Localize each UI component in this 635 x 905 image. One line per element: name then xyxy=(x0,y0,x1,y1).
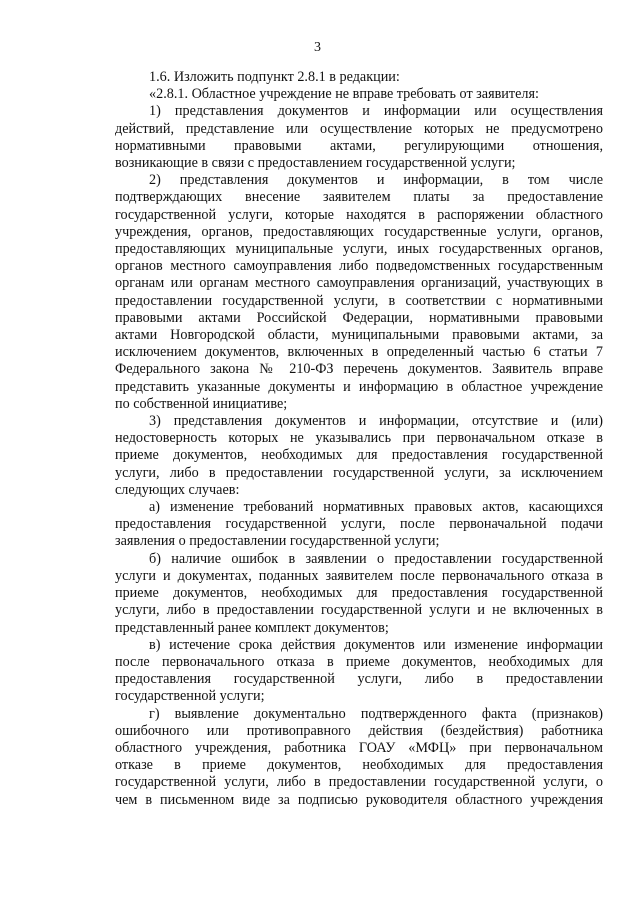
text-line: б) наличие ошибок в заявлении о предоставлении государственной xyxy=(149,550,603,567)
text-line: чем в письменном виде за подписью руководителя областного учреждения xyxy=(115,791,603,808)
text-line: предоставления государственной услуги, либо в предоставлении xyxy=(115,671,603,688)
text-line: ошибочного или противоправного действия (бездействия) работника xyxy=(115,722,603,739)
paragraph-item-1 xyxy=(115,103,603,172)
text-line: Федерального закона № 210-ФЗ перечень документов. Заявитель вправе xyxy=(115,361,603,378)
text-line: после первоначального отказа в приеме документов, необходимых для xyxy=(115,653,603,670)
text-line: предоставлении государственной услуги, в соответствии с нормативными xyxy=(115,292,603,309)
paragraph-item-3b xyxy=(115,551,603,637)
paragraph-1-6 xyxy=(115,69,603,86)
text-line: государственной услуги, либо в предоставлении государственной услуги, о xyxy=(115,774,603,791)
text-line: отказе в приеме документов, необходимых для предоставления xyxy=(115,757,603,774)
text-line: г) выявление документально подтвержденного факта (признаков) xyxy=(149,705,603,722)
text-line: в) истечение срока действия документов или изменение информации xyxy=(149,636,603,653)
paragraph-item-3a xyxy=(115,499,603,551)
paragraph-2-8-1 xyxy=(115,86,603,103)
text-line: 3) представления документов и информации, отсутствие и (или) xyxy=(149,413,603,430)
text-line: приеме документов, необходимых для предоставления государственной xyxy=(115,585,603,602)
text-line: органов местного самоуправления либо подведомственных государственным xyxy=(115,258,603,275)
text-line: услуги и документах, поданных заявителем после первоначального отказа в xyxy=(115,567,603,584)
text-line: услуги, либо в предоставлении государственной услуги и не включенных в xyxy=(115,602,603,619)
text-line: приеме документов, необходимых для предоставления государственной xyxy=(115,447,603,464)
paragraph-item-3g xyxy=(115,706,603,809)
text-line: действий, представление или осуществление которых не предусмотрено xyxy=(115,120,603,137)
text-line: 1.6. Изложить подпункт 2.8.1 в редакции: xyxy=(149,69,400,85)
page-number: 3 xyxy=(314,40,321,55)
text-line: учреждения, органов, предоставляющих государственные услуги, органов, xyxy=(115,223,603,240)
text-line: «2.8.1. Областное учреждение не вправе требовать от заявителя: xyxy=(149,86,539,103)
document-body xyxy=(115,69,603,809)
text-line: 1) представления документов и информации или осуществления xyxy=(149,103,603,120)
text-line: правовыми актами Российской Федерации, нормативными правовыми xyxy=(115,309,603,326)
text-line: подтверждающих внесение заявителем платы за предоставление xyxy=(115,189,603,206)
paragraph-item-3v xyxy=(115,637,603,706)
text-line: органам или органам местного самоуправления организаций, участвующих в xyxy=(115,275,603,292)
text-line: нормативными правовыми актами, регулирующими отношения, xyxy=(115,137,603,154)
text-line: представленный ранее комплект документов; xyxy=(115,619,389,636)
text-line: услуги, либо в предоставлении государственной услуги, за исключением xyxy=(115,464,603,481)
text-line: представить указанные документы и информацию в областное учреждение xyxy=(115,378,603,395)
paragraph-item-2 xyxy=(115,172,603,413)
text-line: заявления о предоставлении государственной услуги; xyxy=(115,533,440,550)
text-line: предоставляющих муниципальные услуги, иных государственных органов, xyxy=(115,241,603,258)
text-line: государственной услуги, которые находятся в распоряжении областного xyxy=(115,206,603,223)
text-line: областного учреждения, работника ГОАУ «МФЦ» при первоначальном xyxy=(115,739,603,756)
text-line: 2) представления документов и информации, в том числе xyxy=(149,172,603,189)
text-line: а) изменение требований нормативных правовых актов, касающихся xyxy=(149,499,603,516)
text-line: государственной услуги; xyxy=(115,688,265,705)
text-line: предоставления государственной услуги, после первоначальной подачи xyxy=(115,516,603,533)
text-line: актами Новгородской области, муниципальными правовыми актами, за xyxy=(115,327,603,344)
text-line: возникающие в связи с предоставлением государственной услуги; xyxy=(115,155,516,172)
text-line: следующих случаев: xyxy=(115,481,240,498)
text-line: недостоверность которых не указывались при первоначальном отказе в xyxy=(115,430,603,447)
paragraph-item-3 xyxy=(115,413,603,499)
text-line: исключением документов, включенных в определенный частью 6 статьи 7 xyxy=(115,344,603,361)
text-line: по собственной инициативе; xyxy=(115,395,288,412)
